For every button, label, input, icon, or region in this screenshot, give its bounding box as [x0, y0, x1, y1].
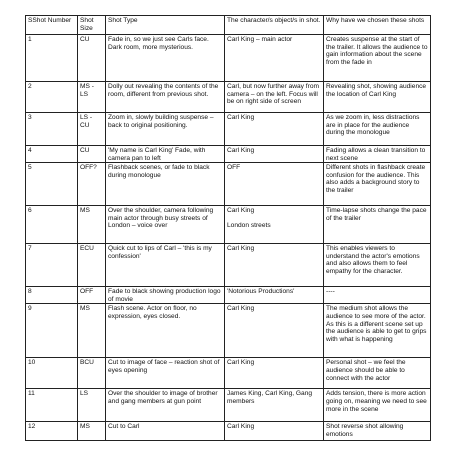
cell-number: 10: [26, 358, 78, 389]
cell-type: Flash scene. Actor on floor, no expression, eyes closed.: [106, 304, 225, 358]
cell-size: CU: [78, 146, 106, 163]
cell-number: 1: [26, 35, 78, 82]
cell-type: Cut to Carl: [106, 422, 225, 441]
cell-reason: This enables viewers to understand the actor's emotions and also allows them to feel empathy for the character.: [324, 244, 431, 287]
cell-type: Fade in, so we just see Carls face. Dark room, more mysterious.: [106, 35, 225, 82]
cell-subject: Carl, but now further away from camera – on the left. Focus will be on right side of screen: [225, 82, 324, 113]
cell-number: 5: [26, 163, 78, 206]
cell-reason: Personal shot – we feel the audience should be able to connect with the actor: [324, 358, 431, 389]
cell-reason: Shot reverse shot allowing emotions: [324, 422, 431, 441]
cell-size: ECU: [78, 244, 106, 287]
cell-reason: Time-lapse shots change the pace of the trailer: [324, 206, 431, 244]
shot-list-table: [25, 15, 431, 441]
cell-size: LS: [78, 389, 106, 422]
cell-type: Dolly out revealing the contents of the room, different from previous shot.: [106, 82, 225, 113]
table-row: [26, 304, 431, 358]
table-row: [26, 358, 431, 389]
cell-type: Cut to image of face – reaction shot of eyes opening: [106, 358, 225, 389]
cell-type: Flashback scenes, or fade to black during monologue: [106, 163, 225, 206]
cell-size: MS: [78, 422, 106, 441]
cell-number: 7: [26, 244, 78, 287]
cell-number: 11: [26, 389, 78, 422]
cell-subject: Carl King: [225, 113, 324, 146]
cell-subject: Carl King London streets: [225, 206, 324, 244]
cell-type: Over the shoulder, camera following main actor through busy streets of London – voice over: [106, 206, 225, 244]
cell-size: MS - LS: [78, 82, 106, 113]
cell-type: Zoom in, slowly building suspense – back to original positioning.: [106, 113, 225, 146]
cell-subject: Carl King: [225, 146, 324, 163]
cell-number: 8: [26, 287, 78, 304]
header-characters: The character/s object/s in shot.: [225, 16, 324, 35]
cell-subject: Carl King – main actor: [225, 35, 324, 82]
cell-size: OFF?: [78, 163, 106, 206]
table-row: [26, 422, 431, 441]
cell-reason: ----: [324, 287, 431, 304]
cell-reason: Revealing shot, showing audience the location of Carl King: [324, 82, 431, 113]
table-row: [26, 287, 431, 304]
cell-number: 2: [26, 82, 78, 113]
table-row: [26, 113, 431, 146]
cell-subject: 'Notorious Productions': [225, 287, 324, 304]
table-row: [26, 206, 431, 244]
header-shot-number: SShot Number: [26, 16, 78, 35]
cell-size: LS - CU: [78, 113, 106, 146]
table-row: [26, 163, 431, 206]
cell-size: OFF: [78, 287, 106, 304]
cell-size: MS: [78, 206, 106, 244]
cell-size: MS: [78, 304, 106, 358]
header-reason: Why have we chosen these shots: [324, 16, 431, 35]
cell-number: 6: [26, 206, 78, 244]
cell-reason: The medium shot allows the audience to see more of the actor. As this is a different scene set up the audience is able to get to grips with what is happening: [324, 304, 431, 358]
table-row: [26, 82, 431, 113]
cell-size: CU: [78, 35, 106, 82]
cell-number: 4: [26, 146, 78, 163]
cell-reason: As we zoom in, less distractions are in place for the audience during the monologue: [324, 113, 431, 146]
table-row: [26, 244, 431, 287]
cell-subject: Carl King: [225, 244, 324, 287]
cell-reason: Different shots in flashback create confusion for the audience. This also adds a background story to the trailer: [324, 163, 431, 206]
header-row: [26, 16, 431, 35]
cell-subject: OFF: [225, 163, 324, 206]
cell-subject: Carl King: [225, 422, 324, 441]
cell-subject: Carl King: [225, 304, 324, 358]
header-shot-type: Shot Type: [106, 16, 225, 35]
cell-reason: Creates suspense at the start of the trailer. It allows the audience to gain information about the scene from the fade in: [324, 35, 431, 82]
cell-number: 9: [26, 304, 78, 358]
cell-subject: Carl King: [225, 358, 324, 389]
cell-number: 3: [26, 113, 78, 146]
cell-number: 12: [26, 422, 78, 441]
cell-size: BCU: [78, 358, 106, 389]
cell-reason: Fading allows a clean transition to next scene: [324, 146, 431, 163]
table-row: [26, 146, 431, 163]
header-shot-size: Shot Size: [78, 16, 106, 35]
cell-type: Over the shoulder to image of brother and gang members at gun point: [106, 389, 225, 422]
cell-type: Quick cut to lips of Carl – 'this is my confession': [106, 244, 225, 287]
table-row: [26, 35, 431, 82]
cell-subject: James King, Carl King, Gang members: [225, 389, 324, 422]
cell-reason: Adds tension, there is more action going on, meaning we need to see more in the scene: [324, 389, 431, 422]
table-row: [26, 389, 431, 422]
cell-type: Fade to black showing production logo of movie: [106, 287, 225, 304]
cell-type: 'My name is Carl King' Fade, with camera pan to left: [106, 146, 225, 163]
